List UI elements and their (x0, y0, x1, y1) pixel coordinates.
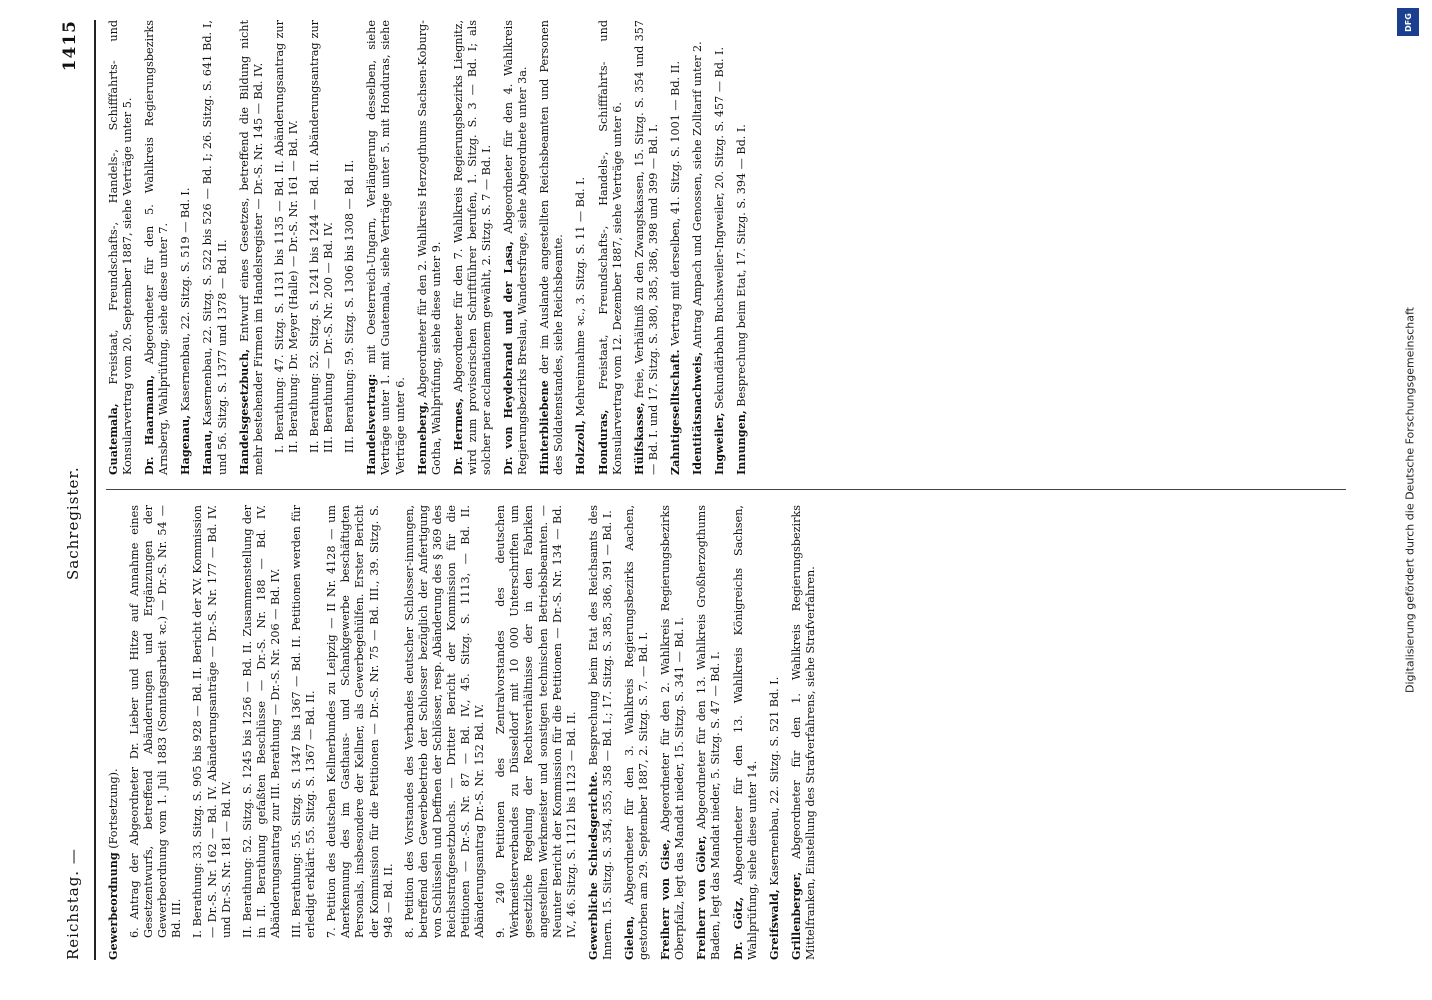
entry-heading: Zahntigeselltschaft. (667, 349, 682, 475)
index-entry (178, 20, 193, 475)
index-entry (586, 505, 615, 960)
entry-heading: Dr. Götz, (730, 896, 745, 960)
index-entry (501, 20, 530, 475)
entry-text: Mehreinnahme ꝛc., 3. Sitzg. S. 11 — Bd. I. (574, 176, 588, 417)
index-entry (690, 20, 705, 475)
entry-text: Besprechung beim Etat des Reichsamts des Innern. 15. Sitzg. S. 354, 355, 358 — Bd. I.; 17. Sitzg. S. 385, 386, 391 — Bd. I. (586, 504, 614, 960)
entry-text: Abgeordneter für den 1. Wahlkreis Regierungsbezirks Mittelfranken, Einstellung des Strafverfahrens, siehe Strafverfahren. (789, 505, 817, 960)
entry-heading: Freiherr von Göler, (694, 835, 709, 960)
index-entry (632, 20, 661, 475)
page-header (60, 20, 90, 960)
entry-text: Kasernenbau, 22. Sitzg. S. 519 — Bd. I. (179, 187, 193, 412)
index-entry (403, 505, 488, 938)
entry-text: Besprechung beim Etat, 17. Sitzg. S. 394 — Bd. I. (735, 124, 749, 407)
entry-heading: Ingweiler, (712, 412, 727, 475)
index-entry (191, 505, 233, 938)
entry-heading: Gielen, (622, 915, 636, 960)
entry-text: Abgeordneter für den 5. Wahlkreis Regierungsbezirks Arnsberg, Wahlprüfung, siehe diese unter 7. (143, 19, 171, 475)
index-entry (537, 20, 566, 475)
entry-text: I. Berathung: 33. Sitzg. S. 905 bis 928 — Bd. II. Bericht der XV. Kommission — Dr.-S. Nr. 162 — Bd. IV. Abänderungsanträge — Dr.-S. Nr. 177 — Bd. IV. und Dr.-S. Nr. 181 — Bd. IV. (191, 505, 233, 938)
entry-heading: Freiherr von Gise, (658, 839, 673, 960)
entry-text: Abgeordneter für den 7. Wahlkreis Regierungsbezirks Liegnitz, wird zum provisorischen Schriftführer berufen, 1. Sitzg. S. 3 — Bd. I; als solcher per acclamationem gewählt, 2. Sitzg. S. 7 — Bd. I. (451, 20, 493, 475)
entry-text: II. Berathung: 52. Sitzg. S. 1241 bis 1244 — Bd. II. Abänderungsantrag zur III. Berathung — Dr.-S. Nr. 200 — Bd. IV. (308, 20, 336, 453)
entry-heading: Greifswald, (766, 889, 781, 960)
header-left: Reichstag. — (64, 848, 82, 960)
left-column (106, 505, 825, 960)
entry-text: 6. Antrag der Abgeordneter Dr. Lieber und Hitze auf Annahme eines Gesetzentwurfs, betreffend Abänderungen und Ergänzungen der Gewerbeordnung vom 1. Juli 1883 (Sonntagsarbeit ꝛc.) — Dr.-S. Nr. 54 — Bd. III. (128, 505, 184, 938)
entry-heading: Dr. Haarmann, (142, 375, 157, 475)
index-entry (128, 505, 184, 938)
entry-text: freie, Verhältniß zu den Zwangskassen, 15. Sitzg. S. 354 und 357 — Bd. I. und 17. Sitzg. S. 380, 385, 386, 398 und 399 — Bd. I. (632, 19, 660, 475)
entry-text: Abgeordneter für den 13. Wahlkreis Großherzogthums Baden, legt das Mandat nieder, 5. Sitzg. S. 47 — Bd. I. (695, 504, 723, 960)
entry-heading: Guatemala, (106, 403, 120, 475)
index-entry (789, 505, 818, 960)
index-entry (767, 505, 782, 960)
entry-heading: Hanau, (200, 429, 215, 475)
index-entry (668, 20, 683, 475)
entry-heading: Hagenau, (178, 414, 193, 475)
index-entry (364, 20, 407, 475)
entry-text: Abgeordneter für den 2. Wahlkreis Regierungsbezirks Oberpfalz, legt das Mandat nieder, 15. Sitzg. S. 341 — Bd. I. (659, 505, 687, 960)
entry-text: 9. 240 Petitionen des Zentralvorstandes des deutschen Werkmeisterverbandes zu Düsseldorf mit 10 000 Unterschriften um gesetzliche Regelung der Rechtsverhältnisse der in den Fabriken angestellten Werkmeister und sonstigen technischen Betriebsbeamten. — Neunter Bericht der Kommission für die Petitionen — Dr.-S. Nr. 134 — Bd. IV., 46. Sitzg. S. 1121 bis 1123 — Bd. II. (494, 505, 578, 938)
entry-text: (Fortsetzung). (107, 768, 120, 849)
entry-text: Antrag Ampach und Genossen, siehe Zolltarif unter 2. (691, 41, 704, 349)
index-entry (241, 505, 283, 938)
entry-text: der im Auslande angestellten Reichsbeamten und Personen des Soldatenstandes, siehe Reichsbeamte. (538, 20, 566, 475)
page-number: 1415 (60, 20, 80, 72)
index-entry (622, 505, 651, 960)
index-entry (712, 20, 727, 475)
entry-text: Vertrag mit derselben, 41. Sitzg. S. 1001 — Bd. II. (668, 60, 682, 346)
entry-text: mit Oesterreich-Ungarn, Verlängerung desselben, siehe Verträge unter 1. mit Guatemala, siehe Verträge unter 5. mit Honduras, siehe Verträge unter 6. (365, 20, 407, 475)
index-entry (106, 505, 121, 960)
entry-heading: Hülfskasse, (631, 402, 646, 475)
entry-heading: Innungen, (734, 410, 749, 475)
entry-heading: Gewerbeordnung (106, 852, 120, 960)
index-entry (658, 505, 687, 960)
entry-heading: Handelsvertrag: (364, 373, 379, 475)
digitization-text: Digitalisierung gefördert durch die Deutsche Forschungsgemeinschaft (1403, 307, 1417, 693)
entry-heading: Henneberg, (414, 401, 429, 475)
entry-text: II. Berathung: 52. Sitzg. S. 1245 bis 1256 — Bd. II. Zusammenstellung der in II. Berathung gefaßten Beschlüsse — Dr.-S. Nr. 188 — Bd. IV. Abänderungsantrag zur III. Berathung — Dr.-S. Nr. 206 — Bd. IV. (240, 505, 282, 938)
index-entry (573, 20, 588, 475)
index-entry (106, 20, 135, 475)
entry-text: I. Berathung: 47. Sitzg. S. 1131 bis 1135 — Bd. II. Abänderungsantrag zur II. Berathung: Dr. Meyer (Halle) — Dr.-S. Nr. 161 — Bd. IV. (272, 20, 300, 453)
entry-text: 8. Petition des Vorstandes des Verbandes deutscher Schlosser-innungen, betreffend den Gewerbebetrieb der Schlosser bezüglich der Anfertigung von Schlüsseln und Deffnen der Schlösser, resp. Abänderung des § 369 des Reichsstrafgesetzbuchs. — Dritter Bericht der Kommission für die Petitionen — Dr.-S. Nr. 87 — Bd. IV., 45. Sitzg. S. 1113, — Bd. II. Abänderungsantrag Dr.-S. Nr. 152 Bd. IV. (402, 505, 487, 938)
entry-heading: Honduras, (595, 409, 610, 475)
entry-heading: Grillenberger, (788, 871, 803, 960)
entry-heading: Dr. Hermes, (450, 397, 465, 475)
digitization-note (1395, 8, 1425, 992)
entry-text: Sekundärbahn Buchsweiler-Ingweiler, 20. Sitzg. S. 457 — Bd. I. (713, 46, 727, 409)
index-entry (200, 20, 229, 475)
right-column (106, 20, 756, 475)
entry-heading: Hinterbliebene (537, 380, 552, 475)
entry-text: Abgeordneter für den 4. Wahlkreis Regierungsbezirks Breslau, Wandersfrage, siehe Abgeordnete unter 3a. (502, 20, 530, 475)
entry-text: Freistaat, Freundschafts-, Handels-, Schifffahrts- und Konsularvertrag vom 12. Dezember 1887, siehe Verträge unter 6. (596, 20, 624, 475)
column-divider (106, 489, 1346, 490)
entry-text: Kasernenbau, 22. Sitzg. S. 521 Bd. I. (767, 676, 781, 886)
index-entry (415, 20, 444, 475)
entry-text: Kasernenbau, 22. Sitzg. S. 522 bis 526 — Bd. I; 26. Sitzg. S. 641 Bd. I, und 56. Sitzg. S. 1377 und 1378 — Bd. II. (201, 20, 229, 475)
entry-heading: Identitätsnachweis, (690, 351, 704, 475)
entry-text: Abgeordneter für den 13. Wahlkreis Königreichs Sachsen, Wahlprüfung, siehe diese unter 14. (731, 505, 759, 960)
index-entry (731, 505, 760, 960)
entry-heading: Handelsgesetzbuch, (236, 348, 251, 475)
index-entry (142, 20, 171, 475)
index-entry (273, 20, 301, 453)
index-entry (308, 20, 336, 453)
entry-heading: Dr. von Heydebrand und der Lasa, (501, 241, 516, 475)
index-entry (734, 20, 749, 475)
page-content (60, 20, 1370, 960)
entry-text: Abgeordneter für den 3. Wahlkreis Regierungsbezirks Aachen, gestorben am 29. September 1887, 2. Sitzg. S. 7. — Bd. I. (623, 504, 651, 960)
index-entry (451, 20, 494, 475)
index-entry (596, 20, 625, 475)
index-entry (494, 505, 579, 938)
dfg-logo: DFG (1397, 8, 1419, 36)
entry-text: Entwurf eines Gesetzes, betreffend die Bildung nicht mehr bestehender Firmen im Handelsregister — Dr.-S. Nr. 145 — Bd. IV. (237, 19, 265, 475)
entry-text: III. Berathung: 59. Sitzg. S. 1306 bis 1308 — Bd. II. (343, 159, 357, 453)
index-entry (325, 505, 395, 938)
index-entry (343, 20, 357, 453)
entry-text: Freistaat, Freundschafts-, Handels-, Schifffahrts- und Konsularvertrag vom 20. September 1887, siehe Verträge unter 5. (107, 19, 135, 475)
entry-heading: Gewerbliche Schiedsgerichte. (585, 771, 600, 960)
index-entry (290, 505, 318, 938)
entry-heading: Holzzoll, (573, 420, 588, 475)
index-entry (237, 20, 266, 475)
entry-text: III. Berathung: 55. Sitzg. S. 1347 bis 1367 — Bd. II. Petitionen werden für erledigt erklärt: 55. Sitzg. S. 1367 — Bd. II. (290, 505, 318, 938)
entry-text: 7. Petition des deutschen Kellnerbundes zu Leipzig — II Nr. 4128 — um Anerkennung des im Gasthaus- und Schankgewerbe beschäftigten Personals, insbesondere der Kellner, als Gewerbegehülfen. Erster Bericht der Kommission für die Petitionen — Dr.-S. Nr. 75 — Bd. III., 39. Sitzg. S. 948 — Bd. II. (325, 505, 395, 938)
index-entry (694, 505, 723, 960)
header-rule (94, 20, 96, 960)
header-title: Sachregister. (64, 466, 82, 580)
entry-text: Abgeordneter für den 2. Wahlkreis Herzogthums Sachsen-Koburg-Gotha, Wahlprüfung, siehe diese unter 9. (415, 20, 443, 475)
